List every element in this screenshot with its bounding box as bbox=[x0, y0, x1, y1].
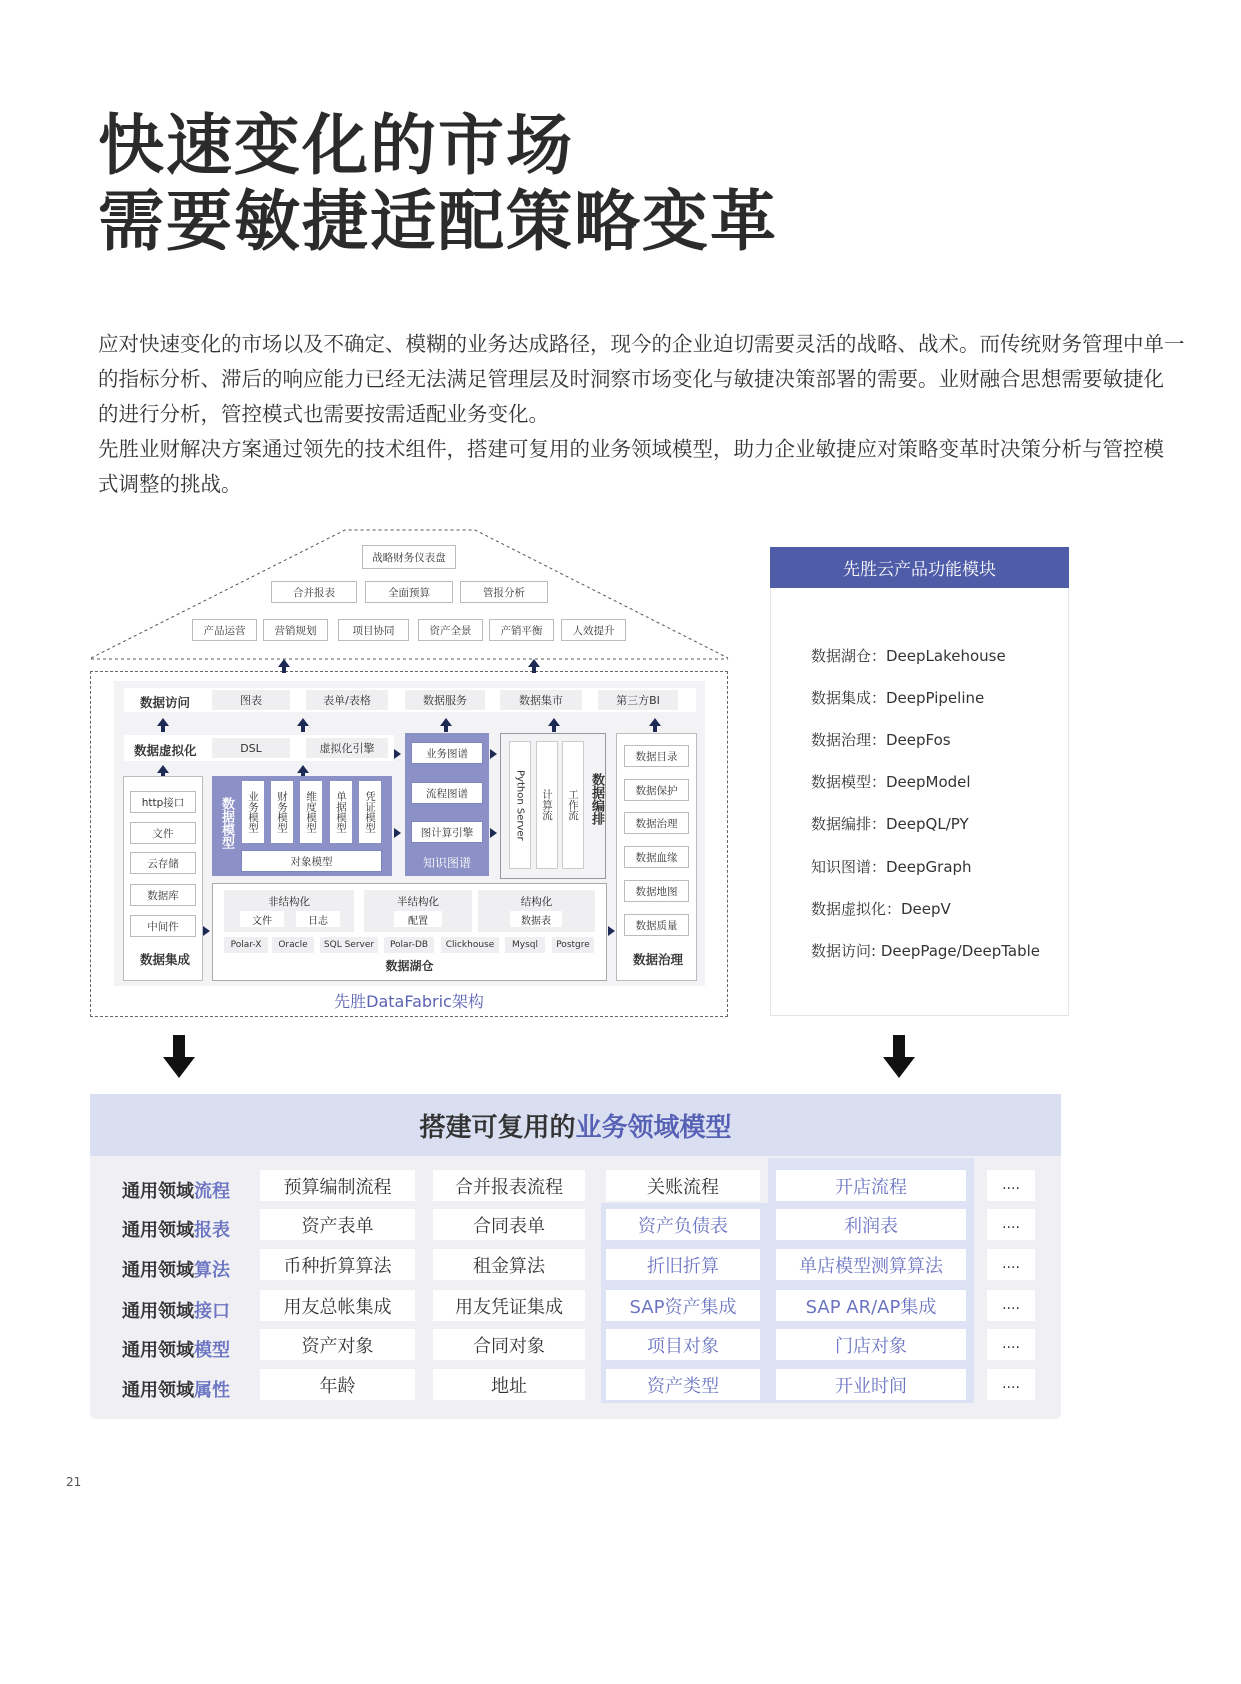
roof-box-consolidation: 合并报表 bbox=[271, 581, 357, 603]
domain-cell: 币种折算算法 bbox=[260, 1249, 415, 1280]
lake-group-title: 结构化 bbox=[520, 896, 553, 908]
domain-row-label bbox=[122, 1336, 230, 1362]
roof-box-budget: 全面预算 bbox=[365, 581, 453, 603]
up-arrow-stem bbox=[444, 726, 448, 732]
domain-row-suffix: 流程 bbox=[194, 1181, 230, 1202]
domain-cell: 地址 bbox=[433, 1369, 585, 1400]
db-item: Polar-DB bbox=[384, 937, 434, 953]
domain-title-a: 搭建可复用的 bbox=[419, 1113, 576, 1143]
right-arrow-icon bbox=[394, 828, 401, 838]
domain-cell: 用友总帐集成 bbox=[260, 1290, 415, 1321]
domain-row-prefix: 通用领域 bbox=[122, 1260, 194, 1281]
module-item: 数据编排：DeepQL/PY bbox=[811, 815, 969, 833]
right-arrow-icon bbox=[203, 926, 210, 936]
domain-cell: 年龄 bbox=[260, 1369, 415, 1400]
gov-item: 数据血缘 bbox=[624, 846, 689, 868]
up-arrow-icon bbox=[297, 765, 309, 773]
domain-cell: 资产负债表 bbox=[606, 1209, 760, 1240]
access-item: 表单/表格 bbox=[306, 690, 388, 710]
gov-item: 数据目录 bbox=[624, 745, 689, 767]
lake-item: 数据表 bbox=[510, 911, 562, 927]
module-item: 数据虚拟化：DeepV bbox=[811, 900, 951, 918]
graph-item: 流程图谱 bbox=[411, 782, 483, 804]
db-item: SQL Server bbox=[320, 937, 378, 953]
domain-row-prefix: 通用领域 bbox=[122, 1301, 194, 1322]
up-arrow-icon bbox=[649, 718, 661, 726]
domain-row-suffix: 属性 bbox=[194, 1380, 230, 1401]
domain-cell: 用友凭证集成 bbox=[433, 1290, 585, 1321]
page-number: 21 bbox=[66, 1475, 82, 1489]
domain-row-prefix: 通用领域 bbox=[122, 1181, 194, 1202]
lake-item: 配置 bbox=[394, 911, 442, 927]
orch-item: 工作流 bbox=[562, 741, 584, 869]
integration-item: 文件 bbox=[130, 822, 196, 844]
domain-cell: 门店对象 bbox=[776, 1329, 966, 1360]
roof-box-4: 资产全景 bbox=[418, 619, 483, 641]
domain-title-b: 业务领域模型 bbox=[575, 1113, 732, 1143]
domain-cell: 资产类型 bbox=[606, 1369, 760, 1400]
up-arrow-icon bbox=[278, 659, 290, 667]
domain-cell: SAP资产集成 bbox=[606, 1290, 760, 1321]
data-model-label: 数据模型 bbox=[219, 797, 234, 849]
db-item: Oracle bbox=[272, 937, 314, 953]
domain-more: .... bbox=[987, 1290, 1035, 1321]
intro-line-1: 应对快速变化的市场以及不确定、模糊的业务达成路径，现今的企业迫切需要灵活的战略、战术。而传统财务管理中单一 bbox=[98, 332, 1185, 356]
title-line-1: 快速变化的市场 bbox=[98, 107, 574, 184]
domain-cell: 预算编制流程 bbox=[260, 1170, 415, 1201]
up-arrow-icon bbox=[528, 659, 540, 667]
right-arrow-icon bbox=[608, 926, 615, 936]
roof-box-3: 项目协同 bbox=[338, 619, 409, 641]
domain-cell: 单店模型测算算法 bbox=[776, 1249, 966, 1280]
roof-top-box: 战略财务仪表盘 bbox=[362, 545, 456, 569]
title-line-2: 需要敏捷适配策略变革 bbox=[98, 183, 778, 260]
up-arrow-icon bbox=[157, 765, 169, 773]
access-item: 数据集市 bbox=[500, 690, 582, 710]
model-item: 单据模型 bbox=[330, 781, 352, 843]
domain-row-prefix: 通用领域 bbox=[122, 1380, 194, 1401]
access-label: 数据访问 bbox=[140, 695, 191, 710]
domain-row-prefix: 通用领域 bbox=[122, 1220, 194, 1241]
up-arrow-stem bbox=[161, 726, 165, 732]
up-arrow-icon bbox=[157, 718, 169, 726]
right-arrow-icon bbox=[394, 749, 401, 759]
domain-row-label bbox=[122, 1376, 230, 1402]
lake-item: 文件 bbox=[240, 911, 284, 927]
module-item: 数据湖仓：DeepLakehouse bbox=[811, 647, 1006, 665]
domain-more: .... bbox=[987, 1209, 1035, 1240]
access-item: 数据服务 bbox=[405, 690, 485, 710]
lake-group-title: 半结构化 bbox=[397, 896, 439, 908]
lake-label: 数据湖仓 bbox=[385, 959, 434, 973]
model-item: 业务模型 bbox=[242, 781, 264, 843]
lake-item: 日志 bbox=[296, 911, 340, 927]
virt-label: 数据虚拟化 bbox=[134, 743, 197, 758]
domain-cell: 开店流程 bbox=[776, 1170, 966, 1201]
domain-cell: 开业时间 bbox=[776, 1369, 966, 1400]
intro-line-2: 的指标分析、滞后的响应能力已经无法满足管理层及时洞察市场变化与敏捷决策部署的需要。业财融合思想需要敏捷化 bbox=[98, 367, 1164, 391]
domain-more: .... bbox=[987, 1329, 1035, 1360]
object-model: 对象模型 bbox=[241, 850, 382, 872]
model-item: 凭证模型 bbox=[359, 781, 381, 843]
roof-box-1: 产品运营 bbox=[192, 619, 257, 641]
access-item: 图表 bbox=[212, 690, 290, 710]
graph-label: 知识图谱 bbox=[422, 855, 471, 870]
domain-cell: 关账流程 bbox=[606, 1170, 760, 1201]
up-arrow-stem bbox=[653, 726, 657, 732]
gov-item: 数据保护 bbox=[624, 779, 689, 801]
gov-item: 数据治理 bbox=[624, 812, 689, 834]
orch-item-python: Python Server bbox=[509, 741, 531, 869]
module-item: 数据治理：DeepFos bbox=[811, 731, 951, 749]
governance-label: 数据治理 bbox=[633, 952, 684, 967]
orch-item: 计算流 bbox=[536, 741, 558, 869]
domain-title bbox=[90, 1107, 1061, 1144]
up-arrow-icon bbox=[297, 718, 309, 726]
gov-item: 数据地图 bbox=[624, 880, 689, 902]
domain-more: .... bbox=[987, 1170, 1035, 1201]
virt-item-dsl: DSL bbox=[212, 738, 290, 758]
module-item: 数据模型：DeepModel bbox=[811, 773, 971, 791]
access-item: 第三方BI bbox=[598, 690, 678, 710]
up-arrow-stem bbox=[301, 726, 305, 732]
graph-item: 业务图谱 bbox=[411, 742, 483, 764]
up-arrow-stem bbox=[552, 726, 556, 732]
db-item: Postgre bbox=[552, 937, 594, 953]
integration-item: 云存储 bbox=[130, 852, 196, 874]
up-arrow-icon bbox=[548, 718, 560, 726]
domain-cell: 项目对象 bbox=[606, 1329, 760, 1360]
domain-row-label bbox=[122, 1297, 230, 1323]
roof-box-6: 人效提升 bbox=[561, 619, 626, 641]
modules-header: 先胜云产品功能模块 bbox=[770, 547, 1069, 588]
gov-item: 数据质量 bbox=[624, 914, 689, 936]
module-item: 数据访问: DeepPage/DeepTable bbox=[811, 942, 1041, 960]
intro-line-3: 的进行分析，管控模式也需要按需适配业务变化。 bbox=[98, 402, 549, 426]
up-arrow-stem bbox=[282, 667, 286, 673]
domain-cell: 资产对象 bbox=[260, 1329, 415, 1360]
roof-box-mgmt: 管报分析 bbox=[460, 581, 548, 603]
right-arrow-icon bbox=[490, 749, 497, 759]
roof-box-5: 产销平衡 bbox=[489, 619, 554, 641]
domain-cell: 合同表单 bbox=[433, 1209, 585, 1240]
domain-more: .... bbox=[987, 1249, 1035, 1280]
domain-cell: 合同对象 bbox=[433, 1329, 585, 1360]
fabric-caption: 先胜DataFabric架构 bbox=[334, 992, 484, 1011]
domain-more: .... bbox=[987, 1369, 1035, 1400]
db-item: Polar-X bbox=[224, 937, 268, 953]
down-arrow-icon bbox=[882, 1035, 916, 1079]
integration-item: http接口 bbox=[130, 791, 196, 813]
model-item: 维度模型 bbox=[300, 781, 322, 843]
module-item: 数据集成：DeepPipeline bbox=[811, 689, 985, 707]
module-item: 知识图谱：DeepGraph bbox=[811, 858, 972, 876]
intro-line-5: 式调整的挑战。 bbox=[98, 472, 242, 496]
model-item: 财务模型 bbox=[271, 781, 293, 843]
intro-line-4: 先胜业财解决方案通过领先的技术组件，搭建可复用的业务领域模型，助力企业敏捷应对策略变革时决策分析与管控模 bbox=[98, 437, 1164, 461]
roof-box-2: 营销规划 bbox=[263, 619, 328, 641]
domain-cell: 资产表单 bbox=[260, 1209, 415, 1240]
orch-label: 数据编排 bbox=[589, 773, 604, 825]
right-arrow-icon bbox=[490, 828, 497, 838]
domain-row-suffix: 模型 bbox=[194, 1340, 230, 1361]
graph-item: 图计算引擎 bbox=[411, 821, 483, 843]
domain-row-suffix: 算法 bbox=[194, 1260, 230, 1281]
domain-row-suffix: 接口 bbox=[194, 1301, 230, 1322]
down-arrow-icon bbox=[162, 1035, 196, 1079]
domain-cell: 合并报表流程 bbox=[433, 1170, 585, 1201]
domain-cell: SAP AR/AP集成 bbox=[776, 1290, 966, 1321]
domain-cell: 租金算法 bbox=[433, 1249, 585, 1280]
integration-item: 数据库 bbox=[130, 884, 196, 906]
lake-group-title: 非结构化 bbox=[268, 896, 310, 908]
domain-cell: 折旧折算 bbox=[606, 1249, 760, 1280]
virt-item-engine: 虚拟化引擎 bbox=[306, 738, 388, 758]
domain-row-prefix: 通用领域 bbox=[122, 1340, 194, 1361]
up-arrow-icon bbox=[440, 718, 452, 726]
domain-row-label bbox=[122, 1177, 230, 1203]
domain-row-label bbox=[122, 1256, 230, 1282]
domain-row-label bbox=[122, 1216, 230, 1242]
domain-row-suffix: 报表 bbox=[194, 1220, 230, 1241]
integration-item: 中间件 bbox=[130, 915, 196, 937]
integration-label: 数据集成 bbox=[140, 952, 191, 967]
domain-cell: 利润表 bbox=[776, 1209, 966, 1240]
db-item: Clickhouse bbox=[441, 937, 499, 953]
up-arrow-stem bbox=[532, 667, 536, 673]
db-item: Mysql bbox=[505, 937, 545, 953]
